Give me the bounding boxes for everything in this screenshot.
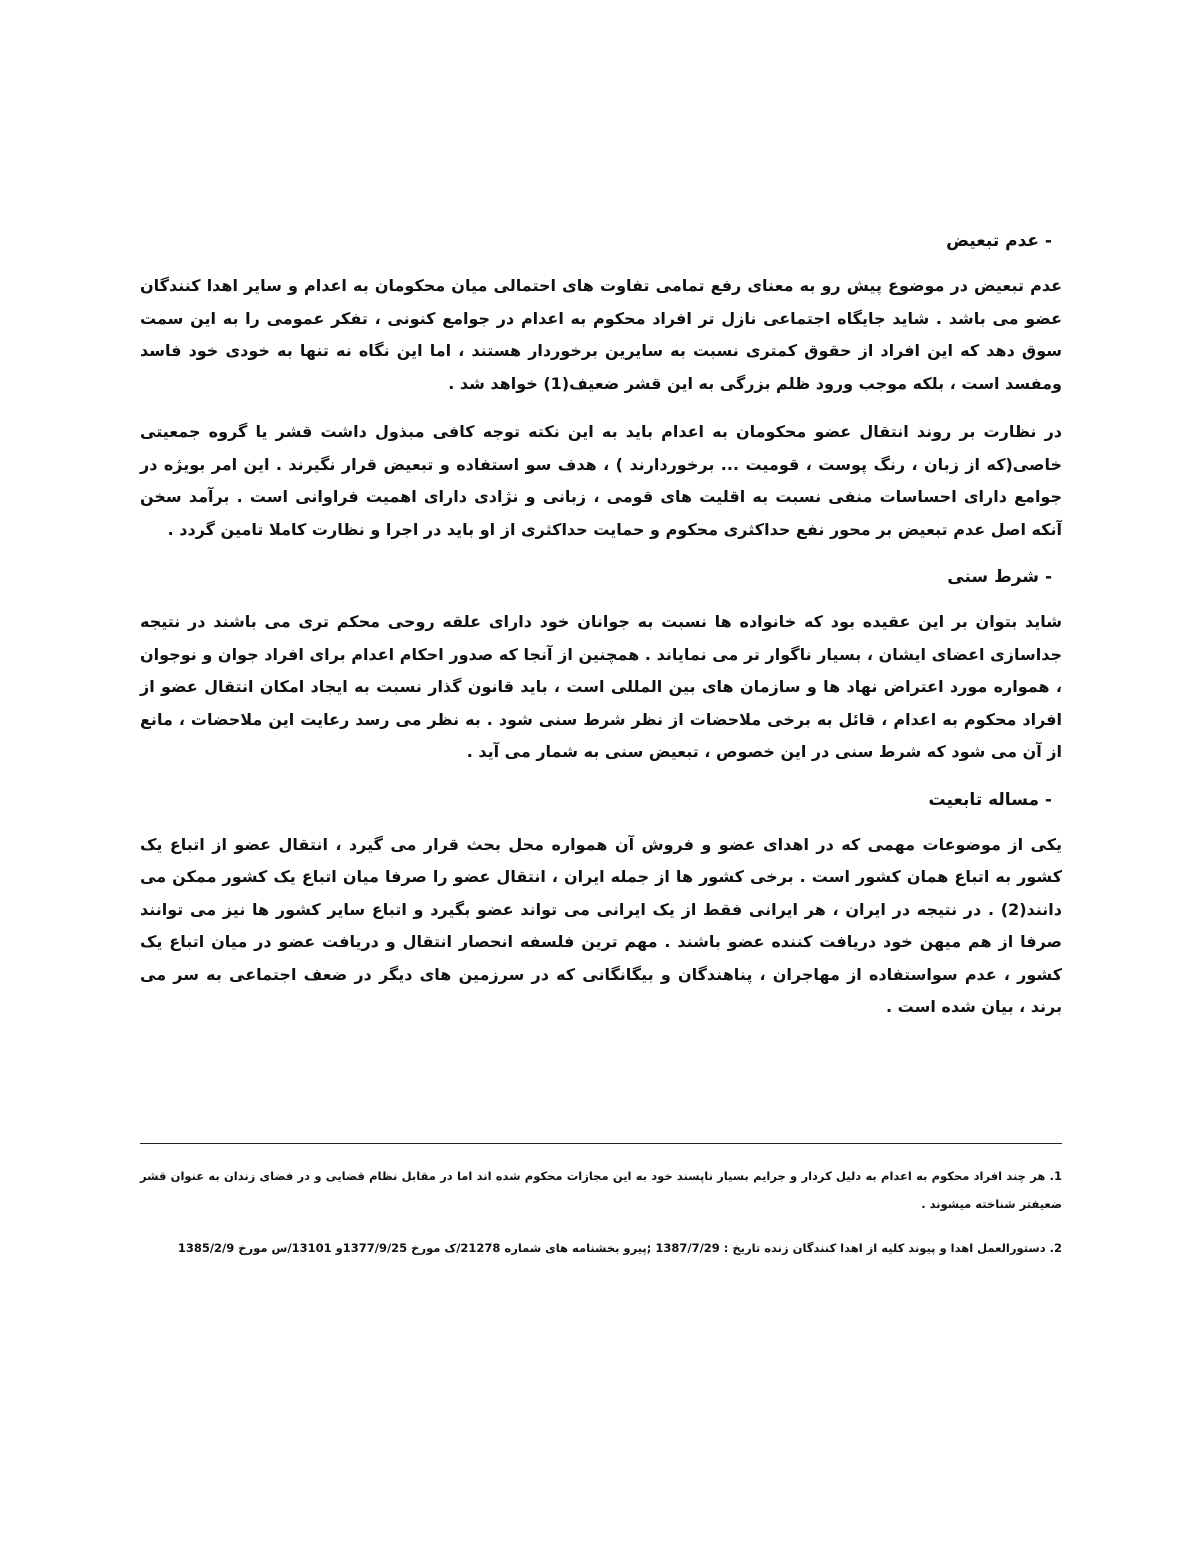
paragraph: در نظارت بر روند انتقال عضو محکومان به اعدام باید به این نکته توجه کافی مبذول داشت قشر یا گروه جمعیتی خاصی(که از زبان ، رنگ پوست ، قومیت ... برخوردارند ) ، هدف سو استفاده و تبعیض قرار نگیرند . این امر بویژه در جوامع دارای احساسات منفی نسبت به اقلیت های قومی ، زبانی و نژادی دارای اهمیت فراوانی است . برآمد سخن آنکه اصل عدم تبعیض بر محور نفع حداکثری محکوم و حمایت حداکثری از او باید در اجرا و نظارت کاملا تامین گردد . (140, 422, 1062, 539)
section-heading: - مساله تابعیت (928, 789, 1052, 810)
document-body (140, 226, 1062, 1024)
section-heading: - عدم تبعیض (946, 231, 1052, 251)
section-nationality (140, 785, 1062, 1024)
section-age-condition (140, 562, 1062, 769)
footnotes (140, 1162, 1062, 1278)
paragraph: شاید بتوان بر این عقیده بود که خانواده ها نسبت به جوانان خود دارای علقه روحی محکم تری می باشند در نتیجه جداسازی اعضای ایشان ، بسیار ناگوار تر می نمایاند . همچنین از آنجا که صدور احکام اعدام برای افراد جوان و نوجوان ، همواره مورد اعتراض نهاد ها و سازمان های بین المللی است ، باید قانون گذار نسبت به ایجاد امکان انتقال عضو از افراد محکوم به اعدام ، قائل به برخی ملاحضات از نظر شرط سنی شود . به نظر می رسد رعایت این ملاحضات ، مانع از آن می شود که شرط سنی در این خصوص ، تبعیض سنی به شمار می آید . (140, 612, 1062, 761)
paragraph: یکی از موضوعات مهمی که در اهدای عضو و فروش آن همواره محل بحث قرار می گیرد ، انتقال عضو از اتباع یک کشور به اتباع همان کشور است . برخی کشور ها از جمله ایران ، انتقال عضو را صرفا میان اتباع یک کشور ممکن می دانند(2) . در نتیجه در ایران ، هر ایرانی فقط از یک ایرانی می تواند عضو بگیرد و اتباع سایر کشور ها نیز می توانند صرفا از هم میهن خود دریافت کننده عضو باشند . مهم ترین فلسفه انحصار انتقال و دریافت عضو در میان اتباع یک کشور ، عدم سواستفاده از مهاجران ، پناهندگان و بیگانگانی که در سرزمین های دیگر در ضعف اجتماعی به سر می برند ، بیان شده است . (140, 834, 1062, 1016)
paragraph: عدم تبعیض در موضوع پیش رو به معنای رفع تمامی تفاوت های احتمالی میان محکومان به اعدام و سایر اهدا کنندگان عضو می باشد . شاید جایگاه اجتماعی نازل تر افراد محکوم به اعدام در جوامع کنونی ، تفکر عمومی را به این سمت سوق دهد که این افراد از حقوق کمتری نسبت به سایرین برخوردار هستند ، اما این نگاه نه تنها به خودی خود فاسد ومفسد است ، بلکه موجب ورود ظلم بزرگی به این قشر ضعیف(1) خواهد شد . (140, 276, 1062, 393)
section-non-discrimination (140, 226, 1062, 546)
section-heading: - شرط سنی (947, 567, 1052, 587)
footnote-separator (140, 1143, 1062, 1144)
footnote-2: 2. دستورالعمل اهدا و پیوند کلیه از اهدا کنندگان زنده تاریخ : 1387/7/29 ;پیرو بخشنامه های شماره 21278/ک مورخ 1377/9/25و 13101/س مورخ 1385/2/9 (177, 1241, 1062, 1255)
footnote-1: 1. هر چند افراد محکوم به اعدام به دلیل کردار و جرایم بسیار ناپسند خود به این مجازات محکوم شده اند اما در مقابل نظام قضایی و در فضای زندان به عنوان قشر ضعیفتر شناخته میشوند . (140, 1169, 1062, 1211)
